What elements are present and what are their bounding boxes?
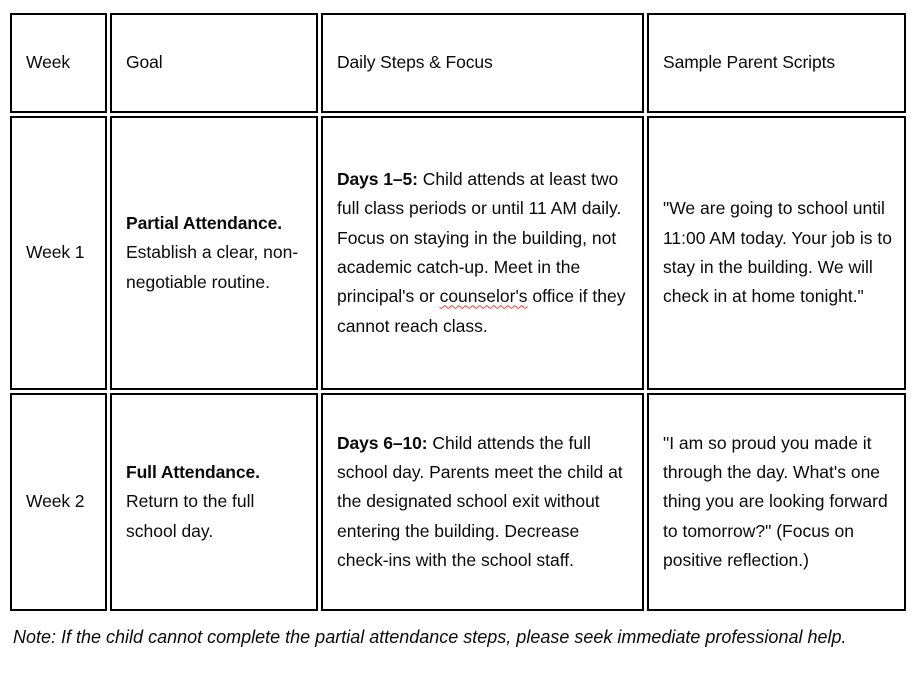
steps-body-before-1: Child attends at least two full class periods or until 11 AM daily. Focus on staying in the building, not academic catch-up. Meet in the principal's or (337, 168, 622, 307)
cell-goal-1 (110, 116, 318, 390)
cell-steps-2 (321, 393, 644, 611)
footer-note: Note: If the child cannot complete the partial attendance steps, please seek immediate professional help. (13, 627, 847, 647)
cell-week-1: Week 1 (10, 116, 107, 390)
goal-body-2: Return to the full school day. (126, 491, 255, 541)
steps-lead-1: Days 1–5: (337, 168, 418, 189)
table-header (10, 13, 906, 113)
steps-body-after-1: office if they cannot reach class. (337, 286, 626, 336)
steps-lead-2: Days 6–10: (337, 432, 428, 453)
column-header-steps: Daily Steps & Focus (321, 13, 644, 113)
column-header-goal: Goal (110, 13, 318, 113)
table-header-row (10, 13, 906, 113)
cell-script-1: "We are going to school until 11:00 AM today. Your job is to stay in the building. We will check in at home tonight." (647, 116, 906, 390)
table-row (10, 116, 906, 390)
cell-goal-2 (110, 393, 318, 611)
cell-script-2: "I am so proud you made it through the day. What's one thing you are looking forward to tomorrow?" (Focus on positive reflection.) (647, 393, 906, 611)
goal-lead-1: Partial Attendance. (126, 212, 282, 233)
steps-body-before-2: Child attends the full school day. Parents meet the child at the designated school exit without entering the building. Decrease check-ins with the school staff. (337, 432, 623, 571)
table-row (10, 393, 906, 611)
cell-week-2: Week 2 (10, 393, 107, 611)
spellcheck-misspelled-word[interactable]: counselor's (439, 286, 528, 307)
column-header-week: Week (10, 13, 107, 113)
column-header-scripts: Sample Parent Scripts (647, 13, 906, 113)
goal-lead-2: Full Attendance. (126, 461, 260, 482)
cell-steps-1 (321, 116, 644, 390)
school-reentry-plan-table (7, 10, 909, 614)
goal-body-1: Establish a clear, non-negotiable routine. (126, 242, 299, 292)
table-body (10, 116, 906, 611)
